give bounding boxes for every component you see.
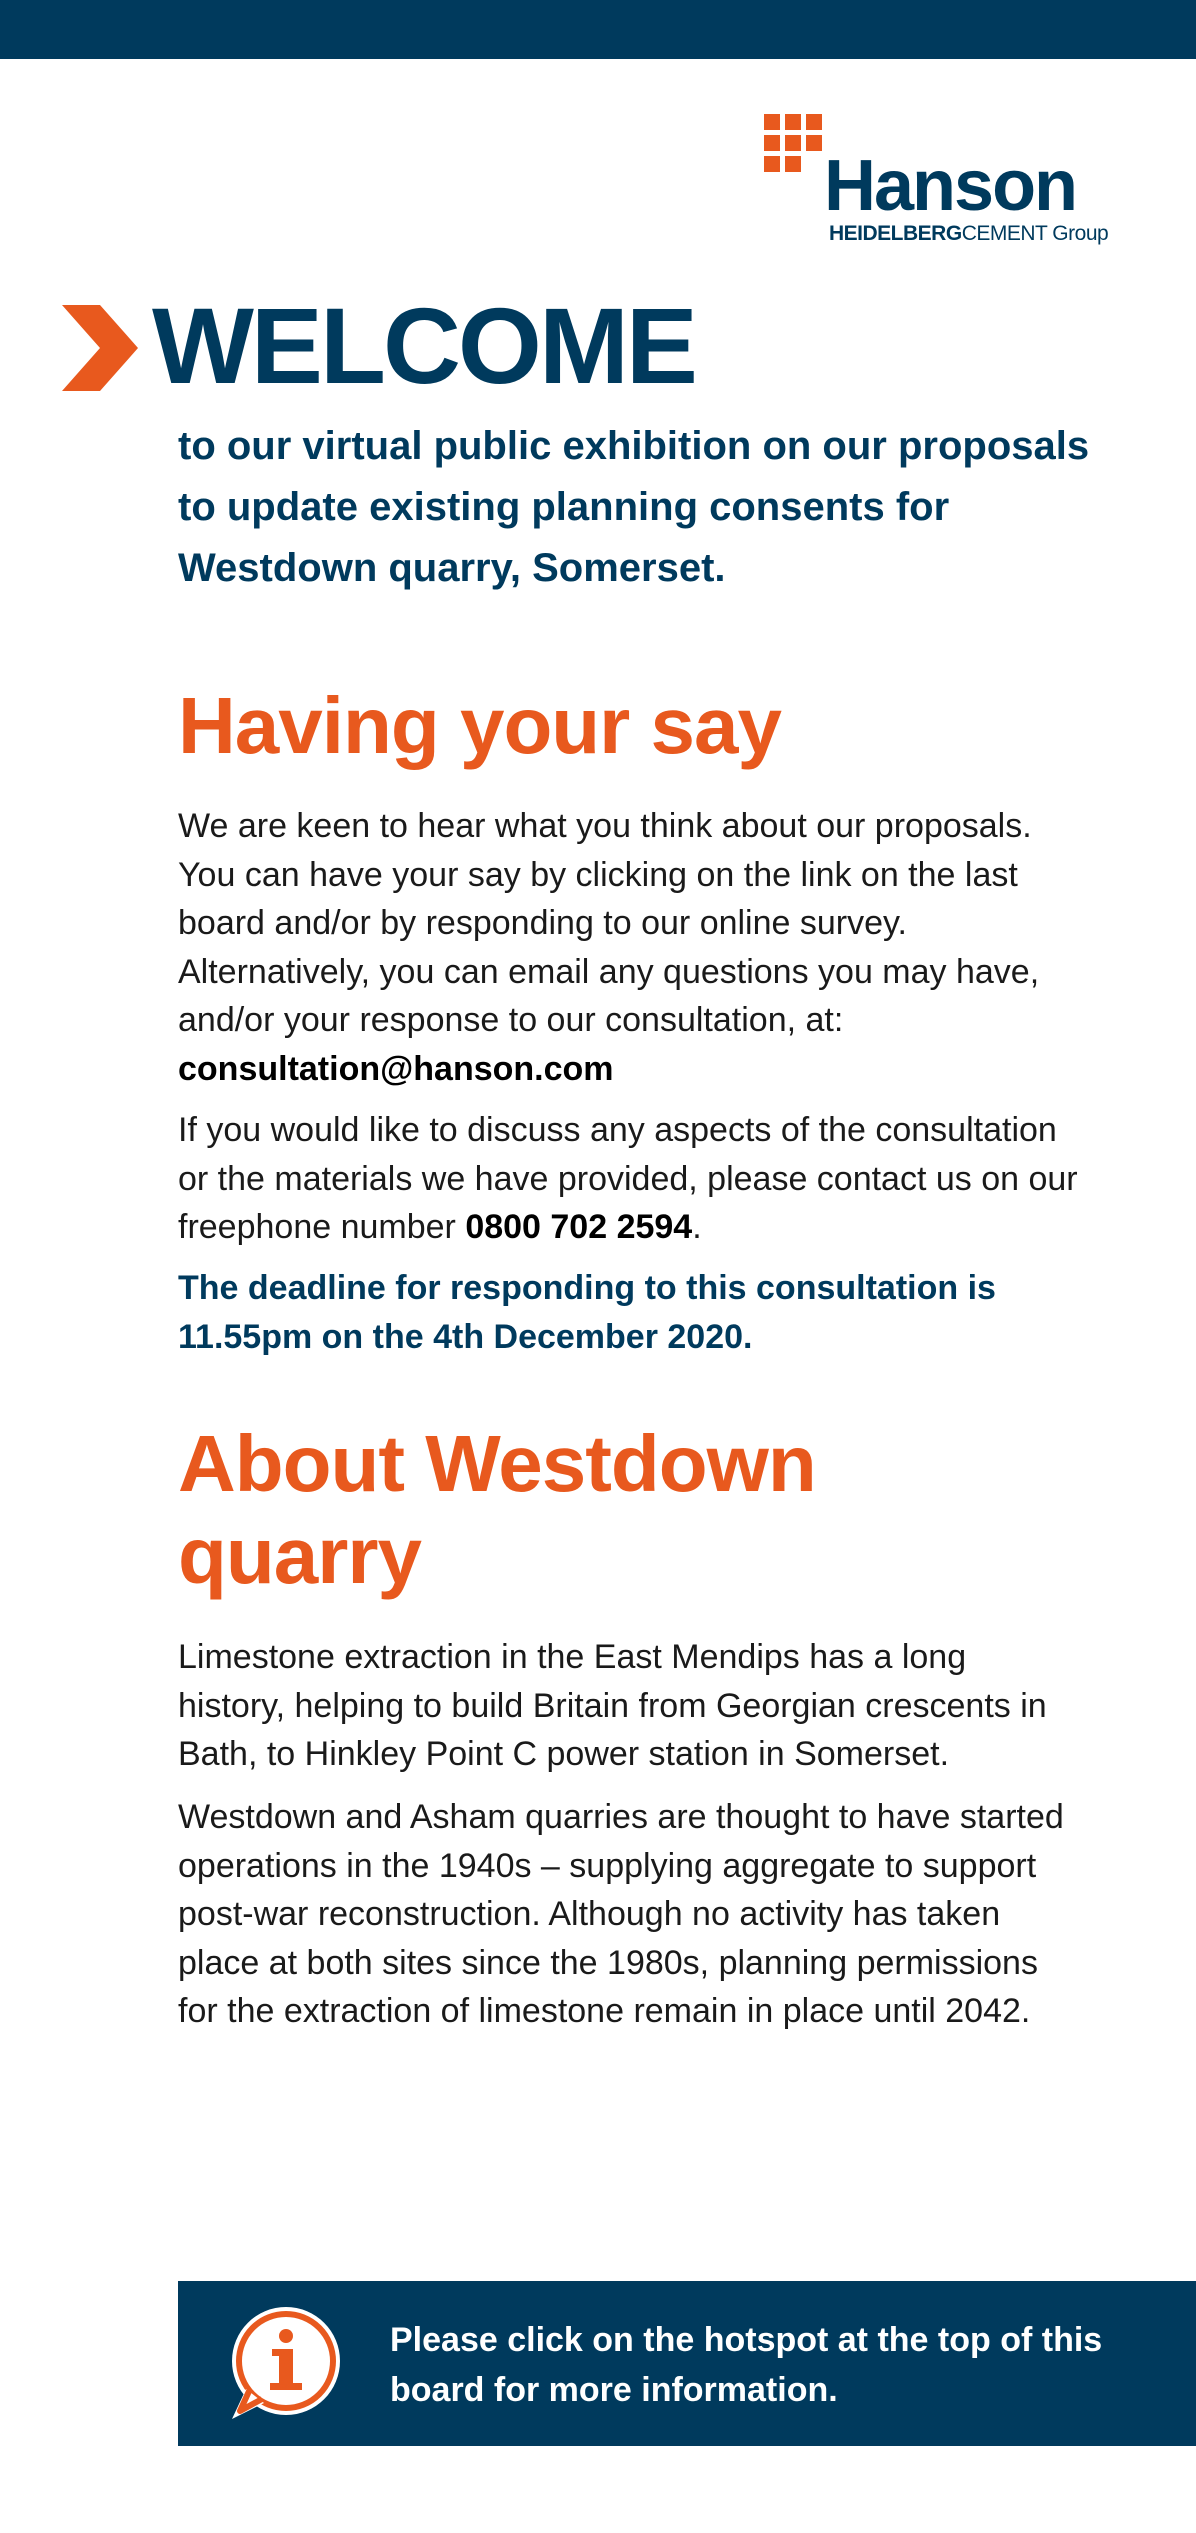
discuss-text: If you would like to discuss any aspects of the consultation or the materials we have provided, please contact us on our freephone number [178,1111,1078,1246]
having-your-say-heading: Having your say [178,681,782,770]
limestone-paragraph: Limestone extraction in the East Mendips has a long history, helping to build Britain from Georgian crescents in Bath, to Hinkley Point C power station in Somerset. [178,1638,1047,1773]
logo-sub-bold: HEIDELBERG [829,222,962,245]
discuss-paragraph [178,1106,1078,1252]
about-westdown-heading: About Westdown quarry [178,1419,816,1600]
logo-subtitle [829,222,1108,246]
discuss-end: . [692,1208,702,1246]
deadline-text: The deadline for responding to this consultation is 11.55pm on the 4th December 2020. [178,1269,996,1356]
logo-wordmark: Hanson [824,146,1077,226]
info-icon [222,2303,348,2429]
logo-sub-regular: CEMENT Group [961,222,1109,245]
say-text: We are keen to hear what you think about our proposals. You can have your say by clicking on the link on the last board and/or by responding to our online survey. Alternatively, you can email any questions you may have, and/or your response to our consultation, at: [178,807,1040,1039]
westdown-paragraph: Westdown and Asham quarries are thought to have started operations in the 1940s – supplying aggregate to support post-war reconstruction. Although no activity has taken place at both sites since the 1980s, planning permissions for the extraction of limestone remain in place until 2042. [178,1798,1064,2030]
freephone-number: 0800 702 2594 [465,1208,693,1246]
chevron-right-icon [62,305,138,391]
top-bar [0,0,1196,59]
welcome-title: WELCOME [152,285,695,406]
logo-grid-icon [764,114,826,176]
info-text: Please click on the hotspot at the top of this board for more information. [390,2321,1103,2409]
welcome-intro: to our virtual public exhibition on our proposals to update existing planning consents for Westdown quarry, Somerset. [178,424,1090,590]
hanson-logo [764,114,1124,254]
having-your-say-paragraph [178,802,1078,1093]
info-banner [178,2281,1196,2446]
consultation-email-link[interactable]: consultation@hanson.com [178,1049,614,1088]
